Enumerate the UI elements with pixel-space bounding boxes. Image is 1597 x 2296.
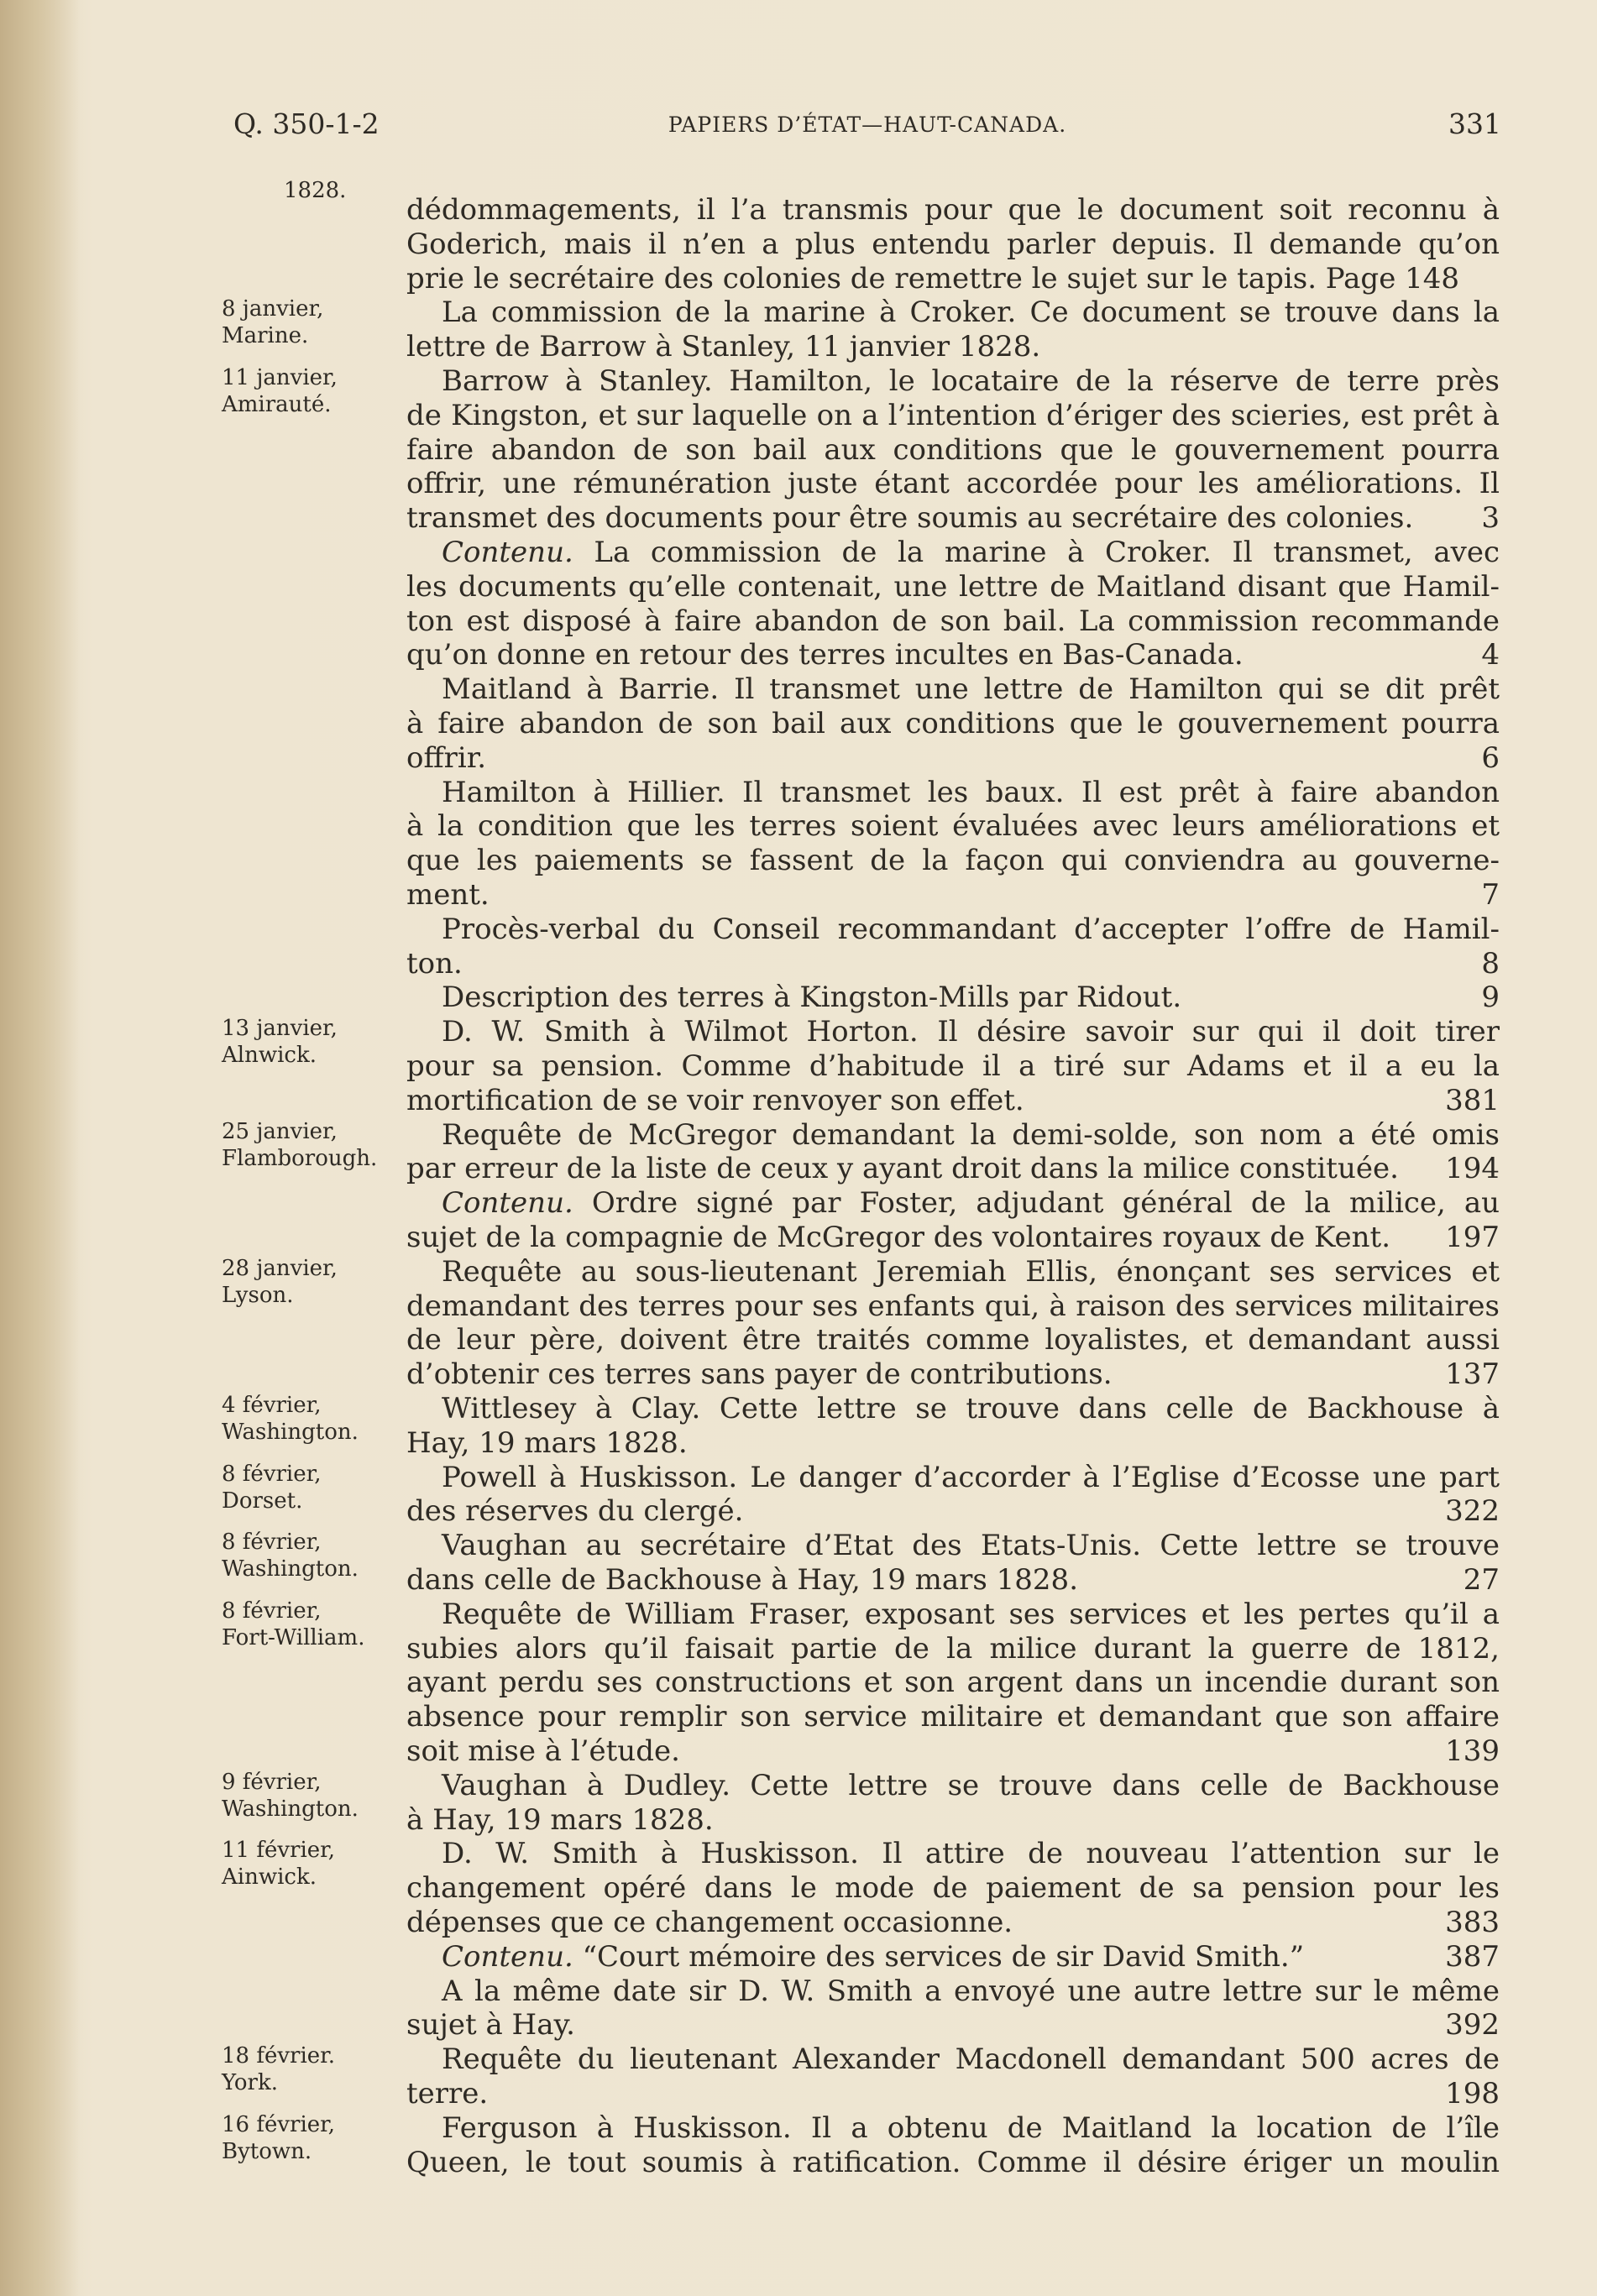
line-text: des réserves du clergé.	[406, 1494, 744, 1529]
line-text: ayant perdu ses constructions et son argent dans un incendie durant son	[406, 1666, 1500, 1700]
folio-number: 322	[1445, 1494, 1500, 1529]
entry-margin-note	[222, 1392, 402, 1446]
line-text: D. W. Smith à Wilmot Horton. Il désire savoir sur qui il doit tirer	[442, 1015, 1500, 1049]
archive-reference: Q. 350-1-2	[233, 107, 380, 140]
line-text: Hamilton à Hillier. Il transmet les baux. Il est prêt à faire abandon	[442, 775, 1500, 809]
line-text: lettre de Barrow à Stanley, 11 janvier 1828.	[406, 330, 1041, 364]
folio-number: 198	[1445, 2076, 1500, 2110]
entry-margin-note	[222, 1118, 402, 1172]
text-line	[406, 1049, 1500, 1084]
line-text: par erreur de la liste de ceux y ayant droit dans la milice constituée.	[406, 1152, 1399, 1186]
line-text: Contenu. “Court mémoire des services de sir David Smith.”	[442, 1939, 1305, 1974]
line-text: Requête de William Fraser, exposant ses services et les pertes qu’il a	[442, 1597, 1500, 1631]
entry-date: 13 janvier,	[222, 1016, 338, 1042]
line-text: dans celle de Backhouse à Hay, 19 mars 1828.	[406, 1562, 1078, 1597]
text-line	[406, 1357, 1500, 1392]
text-line	[406, 1974, 1500, 2009]
entry-date: 16 février,	[222, 2111, 336, 2137]
text-line	[406, 433, 1500, 468]
entry-place: Dorset.	[222, 1488, 303, 1514]
entry-date: 18 février.	[222, 2043, 336, 2069]
entry-margin-note	[222, 2042, 402, 2096]
text-line	[406, 2146, 1500, 2180]
text-line	[406, 1632, 1500, 1666]
folio-number: 383	[1445, 1905, 1500, 1939]
folio-number: 194	[1445, 1152, 1500, 1186]
entry-text	[406, 364, 1500, 1015]
text-line	[406, 672, 1500, 707]
line-text: absence pour remplir son service militaire et demandant que son affaire	[406, 1700, 1500, 1734]
entry-text	[406, 1461, 1500, 1530]
text-line	[406, 399, 1500, 433]
text-line	[406, 570, 1500, 604]
entry-place: Amirauté.	[222, 392, 332, 417]
line-text: Maitland à Barrie. Il transmet une lettre de Hamilton qui se dit prêt	[442, 672, 1500, 707]
binding-gutter	[0, 0, 80, 2296]
line-text: ment.	[406, 877, 490, 912]
line-text: Requête de McGregor demandant la demi-solde, son nom a été omis	[442, 1117, 1500, 1152]
text-line	[406, 1392, 1500, 1426]
folio-number: 4	[1481, 638, 1500, 672]
entry-text	[406, 193, 1500, 295]
text-line	[406, 913, 1500, 947]
folio-number: 381	[1445, 1083, 1500, 1117]
entry-date: 4 février,	[222, 1393, 322, 1418]
folio-number: 7	[1481, 877, 1500, 912]
line-text: changement opéré dans le mode de paiement de sa pension pour les	[406, 1871, 1500, 1906]
text-line	[406, 741, 1500, 776]
text-line	[406, 1289, 1500, 1324]
folio-number: 6	[1481, 740, 1500, 775]
line-text: à Hay, 19 mars 1828.	[406, 1802, 714, 1837]
entry-place: Ainwick.	[222, 1865, 317, 1891]
entry-date: 8 février,	[222, 1461, 322, 1487]
entry-place: Bytown.	[222, 2138, 312, 2164]
text-line	[406, 776, 1500, 810]
line-text: Ferguson à Huskisson. Il a obtenu de Maitland la location de l’île	[442, 2110, 1500, 2145]
text-line	[406, 947, 1500, 981]
folio-number: 392	[1445, 2008, 1500, 2042]
entry-margin-note	[222, 1015, 402, 1069]
entry-margin-note	[222, 1598, 402, 1651]
line-text: offrir.	[406, 740, 487, 775]
folio-number: 197	[1445, 1220, 1500, 1254]
text-line	[406, 1494, 1500, 1529]
text-line	[406, 1084, 1500, 1118]
line-text: à la condition que les terres soient évaluées avec leurs améliorations et	[406, 809, 1500, 844]
text-line	[406, 1837, 1500, 1871]
entry-margin-note	[222, 1769, 402, 1823]
entry-date: 9 février,	[222, 1769, 322, 1795]
entry-margin-note	[222, 364, 402, 418]
entry-place: Lyson.	[222, 1282, 294, 1308]
text-line	[406, 501, 1500, 536]
entry-place: Flamborough.	[222, 1145, 378, 1171]
entry-text	[406, 2042, 1500, 2111]
page-header	[233, 107, 1501, 149]
line-text: Description des terres à Kingston-Mills par Ridout.	[442, 981, 1182, 1015]
text-line	[406, 1563, 1500, 1598]
entry-text	[406, 1015, 1500, 1117]
text-line	[406, 1186, 1500, 1221]
line-text: D. W. Smith à Huskisson. Il attire de nouveau l’attention sur le	[442, 1837, 1500, 1871]
entry-text	[406, 1769, 1500, 1838]
line-text: dédommagements, il l’a transmis pour que le document soit reconnu à	[406, 193, 1500, 227]
text-line	[406, 364, 1500, 399]
entry-text	[406, 1392, 1500, 1461]
entry-place: Marine.	[222, 323, 309, 349]
line-text: sujet de la compagnie de McGregor des volontaires royaux de Kent.	[406, 1220, 1391, 1254]
text-line	[406, 638, 1500, 672]
line-text: à faire abandon de son bail aux conditions que le gouvernement pourra	[406, 706, 1500, 740]
text-line	[406, 878, 1500, 913]
line-text: prie le secrétaire des colonies de remettre le sujet sur le tapis. Page 148	[406, 261, 1460, 295]
text-line	[406, 1906, 1500, 1940]
entry-text	[406, 1529, 1500, 1598]
line-text: terre.	[406, 2076, 489, 2110]
entry-date: 11 janvier,	[222, 365, 338, 390]
entry-margin-note	[222, 1837, 402, 1891]
text-line	[406, 604, 1500, 639]
entry-text	[406, 2111, 1500, 2180]
line-text: Barrow à Stanley. Hamilton, le locataire de la réserve de terre près	[442, 364, 1500, 398]
entry-margin-note	[222, 1461, 402, 1514]
text-line	[406, 536, 1500, 570]
line-text: Hay, 19 mars 1828.	[406, 1425, 688, 1460]
text-line	[406, 1769, 1500, 1803]
text-line	[406, 1871, 1500, 1906]
text-line	[406, 2008, 1500, 2042]
text-line	[406, 1118, 1500, 1153]
line-text: Contenu. Ordre signé par Foster, adjudant général de la milice, au	[442, 1186, 1500, 1221]
text-line	[406, 262, 1500, 296]
line-text: Queen, le tout soumis à ratification. Comme il désire ériger un moulin	[406, 2145, 1500, 2179]
text-line	[406, 1152, 1500, 1186]
text-line	[406, 2077, 1500, 2111]
entry-place: Washington.	[222, 1796, 359, 1822]
entry-date: 8 février,	[222, 1598, 322, 1624]
entry-date: 8 janvier,	[222, 296, 324, 322]
line-text: La commission de la marine à Croker. Ce document se trouve dans la	[442, 295, 1500, 330]
folio-number: 8	[1481, 946, 1500, 981]
entry-place: Washington.	[222, 1420, 359, 1445]
folio-number: 137	[1445, 1357, 1500, 1392]
line-text: mortification de se voir renvoyer son effet.	[406, 1083, 1024, 1117]
entry-text	[406, 1255, 1500, 1392]
text-line	[406, 193, 1500, 228]
line-text: les documents qu’elle contenait, une lettre de Maitland disant que Hamil-	[406, 569, 1500, 604]
entry-date: 8 février,	[222, 1530, 322, 1556]
entry-date: 25 janvier,	[222, 1118, 338, 1144]
text-line	[406, 1666, 1500, 1700]
line-text: offrir, une rémunération juste étant accordée pour les améliorations. Il	[406, 467, 1500, 501]
folio-number: 3	[1481, 501, 1500, 536]
text-line	[406, 1598, 1500, 1632]
entry-place: Alnwick.	[222, 1043, 317, 1069]
text-line	[406, 228, 1500, 262]
text-line	[406, 2042, 1500, 2077]
text-line	[406, 1323, 1500, 1357]
entry-margin-note	[222, 1255, 402, 1309]
text-line	[406, 981, 1500, 1015]
entry-place: Fort-William.	[222, 1624, 365, 1650]
folio-number: 9	[1481, 981, 1500, 1015]
entry-place: York.	[222, 2070, 279, 2096]
running-title: PAPIERS D’ÉTAT—HAUT-CANADA.	[668, 112, 1067, 137]
line-text: Contenu. La commission de la marine à Croker. Il transmet, avec	[442, 535, 1500, 569]
text-line	[406, 1940, 1500, 1974]
text-line	[406, 707, 1500, 741]
folio-number: 139	[1445, 1734, 1500, 1768]
line-text: Requête du lieutenant Alexander Macdonell demandant 500 acres de	[442, 2042, 1500, 2077]
text-line	[406, 1015, 1500, 1049]
line-text: dépenses que ce changement occasionne.	[406, 1905, 1013, 1939]
text-line	[406, 295, 1500, 330]
line-text: qu’on donne en retour des terres incultes en Bas-Canada.	[406, 638, 1244, 672]
text-line	[406, 1529, 1500, 1563]
entry-text	[406, 1598, 1500, 1769]
text-line	[406, 467, 1500, 501]
line-text: Goderich, mais il n’en a plus entendu parler depuis. Il demande qu’on	[406, 227, 1500, 261]
line-text: Vaughan au secrétaire d’Etat des Etats-Unis. Cette lettre se trouve	[442, 1529, 1500, 1563]
line-text: soit mise à l’étude.	[406, 1734, 680, 1768]
text-line	[406, 1734, 1500, 1769]
text-line	[406, 1700, 1500, 1734]
line-text: ton est disposé à faire abandon de son bail. La commission recommande	[406, 604, 1500, 638]
line-text: transmet des documents pour être soumis au secrétaire des colonies.	[406, 501, 1414, 536]
line-text: que les paiements se fassent de la façon qui conviendra au gouverne-	[406, 844, 1500, 878]
text-line	[406, 1803, 1500, 1838]
entry-text	[406, 1118, 1500, 1255]
page-number: 331	[1448, 107, 1501, 140]
text-line	[406, 1426, 1500, 1461]
line-text: d’obtenir ces terres sans payer de contributions.	[406, 1357, 1113, 1392]
folio-number: 27	[1463, 1562, 1500, 1597]
entry-margin-note	[222, 1529, 402, 1582]
line-text: sujet à Hay.	[406, 2008, 575, 2042]
line-text: demandant des terres pour ses enfants qui, à raison des services militaires	[406, 1289, 1500, 1323]
line-text: faire abandon de son bail aux conditions que le gouvernement pourra	[406, 432, 1500, 467]
line-text: pour sa pension. Comme d’habitude il a tiré sur Adams et il a eu la	[406, 1049, 1500, 1083]
line-text: Requête au sous-lieutenant Jeremiah Ellis, énonçant ses services et	[442, 1254, 1500, 1289]
entry-margin-note	[222, 295, 402, 349]
year-heading: 1828.	[284, 178, 347, 203]
text-line	[406, 809, 1500, 844]
line-text: Wittlesey à Clay. Cette lettre se trouve dans celle de Backhouse à	[442, 1392, 1500, 1425]
text-line	[406, 1255, 1500, 1289]
text-line	[406, 1221, 1500, 1255]
text-line	[406, 844, 1500, 878]
line-text: ton.	[406, 946, 463, 981]
entry-date: 11 février,	[222, 1838, 336, 1864]
entry-margin-note	[222, 2111, 402, 2165]
line-text: A la même date sir D. W. Smith a envoyé une autre lettre sur le même	[442, 1974, 1500, 2008]
line-text: Vaughan à Dudley. Cette lettre se trouve dans celle de Backhouse	[442, 1768, 1500, 1802]
entry-text	[406, 295, 1500, 364]
text-line	[406, 1461, 1500, 1495]
line-text: subies alors qu’il faisait partie de la milice durant la guerre de 1812,	[406, 1631, 1500, 1666]
folio-number: 387	[1445, 1939, 1500, 1974]
line-text: de leur père, doivent être traités comme loyalistes, et demandant aussi	[406, 1323, 1500, 1357]
line-text: Powell à Huskisson. Le danger d’accorder à l’Eglise d’Ecosse une part	[442, 1460, 1500, 1494]
line-text: de Kingston, et sur laquelle on a l’intention d’ériger des scieries, est prêt à	[406, 398, 1500, 432]
entry-date: 28 janvier,	[222, 1255, 338, 1281]
text-line	[406, 2111, 1500, 2146]
line-text: Procès-verbal du Conseil recommandant d’accepter l’offre de Hamil-	[442, 912, 1500, 946]
entry-text	[406, 1837, 1500, 2042]
entry-place: Washington.	[222, 1556, 359, 1582]
text-line	[406, 330, 1500, 364]
